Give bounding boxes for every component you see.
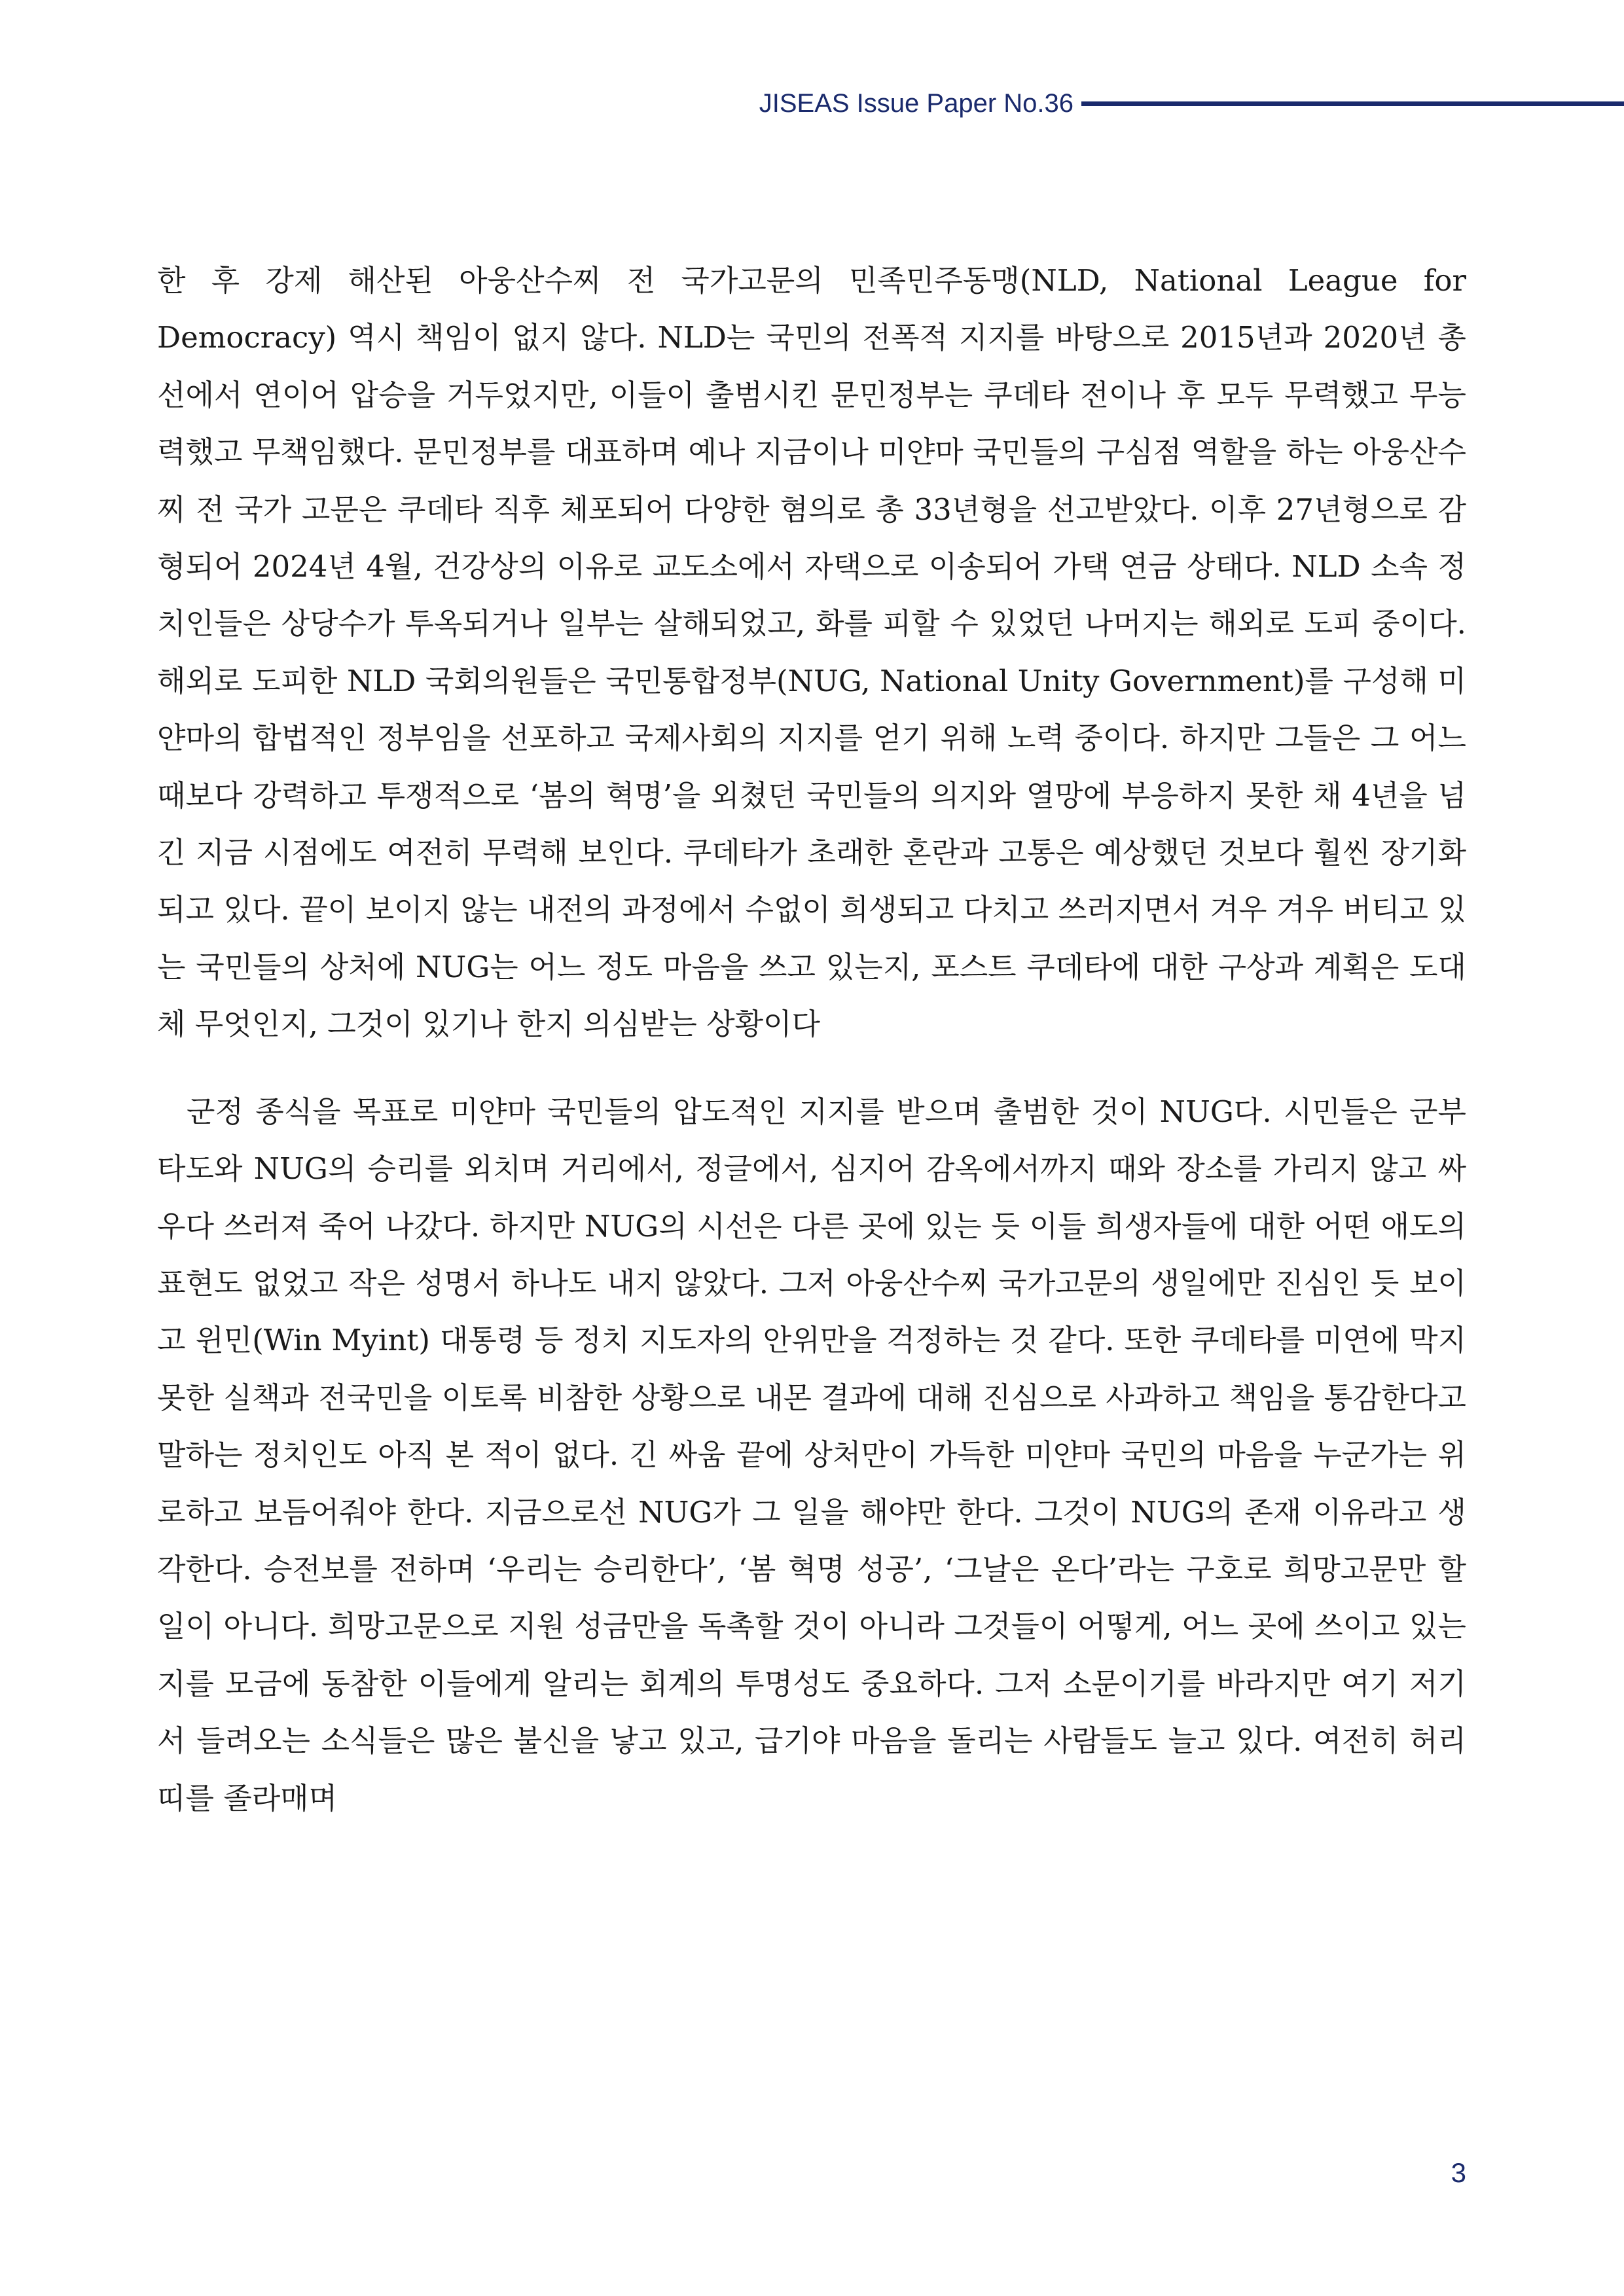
- page-number: 3: [1451, 2157, 1466, 2188]
- article-body: [157, 252, 1466, 1827]
- page-header: [0, 84, 1624, 123]
- paragraph-1: 한 후 강제 해산된 아웅산수찌 전 국가고문의 민족민주동맹(NLD, National League for Democracy) 역시 책임이 없지 않다. NLD는 국민의 전폭적 지지를 바탕으로 2015년과 2020년 총선에서 연이어 압승을 거두었지만, 이들이 출범시킨 문민정부는 쿠데타 전이나 후 모두 무력했고 무능력했고 무책임했다. 문민정부를 대표하며 예나 지금이나 미얀마 국민들의 구심점 역할을 하는 아웅산수찌 전 국가 고문은 쿠데타 직후 체포되어 다양한 혐의로 총 33년형을 선고받았다. 이후 27년형으로 감형되어 2024년 4월, 건강상의 이유로 교도소에서 자택으로 이송되어 가택 연금 상태다. NLD 소속 정치인들은 상당수가 투옥되거나 일부는 살해되었고, 화를 피할 수 있었던 나머지는 해외로 도피 중이다. 해외로 도피한 NLD 국회의원들은 국민통합정부(NUG, National Unity Government)를 구성해 미얀마의 합법적인 정부임을 선포하고 국제사회의 지지를 얻기 위해 노력 중이다. 하지만 그들은 그 어느 때보다 강력하고 투쟁적으로 ‘봄의 혁명’을 외쳤던 국민들의 의지와 열망에 부응하지 못한 채 4년을 넘긴 지금 시점에도 여전히 무력해 보인다. 쿠데타가 초래한 혼란과 고통은 예상했던 것보다 훨씬 장기화되고 있다. 끝이 보이지 않는 내전의 과정에서 수없이 희생되고 다치고 쓰러지면서 겨우 겨우 버티고 있는 국민들의 상처에 NUG는 어느 정도 마음을 쓰고 있는지, 포스트 쿠데타에 대한 구상과 계획은 도대체 무엇인지, 그것이 있기나 한지 의심받는 상황이다: [157, 263, 1466, 1042]
- publication-title: JISEAS Issue Paper No.36: [759, 89, 1074, 118]
- paragraph-2: 군정 종식을 목표로 미얀마 국민들의 압도적인 지지를 받으며 출범한 것이 NUG다. 시민들은 군부 타도와 NUG의 승리를 외치며 거리에서, 정글에서, 심지어 감옥에서까지 때와 장소를 가리지 않고 싸우다 쓰러져 죽어 나갔다. 하지만 NUG의 시선은 다른 곳에 있는 듯 이들 희생자들에 대한 어떤 애도의 표현도 없었고 작은 성명서 하나도 내지 않았다. 그저 아웅산수찌 국가고문의 생일에만 진심인 듯 보이고 윈민(Win Myint) 대통령 등 정치 지도자의 안위만을 걱정하는 것 같다. 또한 쿠데타를 미연에 막지 못한 실책과 전국민을 이토록 비참한 상황으로 내몬 결과에 대해 진심으로 사과하고 책임을 통감한다고 말하는 정치인도 아직 본 적이 없다. 긴 싸움 끝에 상처만이 가득한 미얀마 국민의 마음을 누군가는 위로하고 보듬어줘야 한다. 지금으로선 NUG가 그 일을 해야만 한다. 그것이 NUG의 존재 이유라고 생각한다. 승전보를 전하며 ‘우리는 승리한다’, ‘봄 혁명 성공’, ‘그날은 온다’라는 구호로 희망고문만 할 일이 아니다. 희망고문으로 지원 성금만을 독촉할 것이 아니라 그것들이 어떻게, 어느 곳에 쓰이고 있는지를 모금에 동참한 이들에게 알리는 회계의 투명성도 중요하다. 그저 소문이기를 바라지만 여기 저기서 들려오는 소식들은 많은 불신을 낳고 있고, 급기야 마음을 돌리는 사람들도 늘고 있다. 여전히 허리띠를 졸라매며: [157, 1094, 1466, 1816]
- header-rule: [1081, 101, 1624, 106]
